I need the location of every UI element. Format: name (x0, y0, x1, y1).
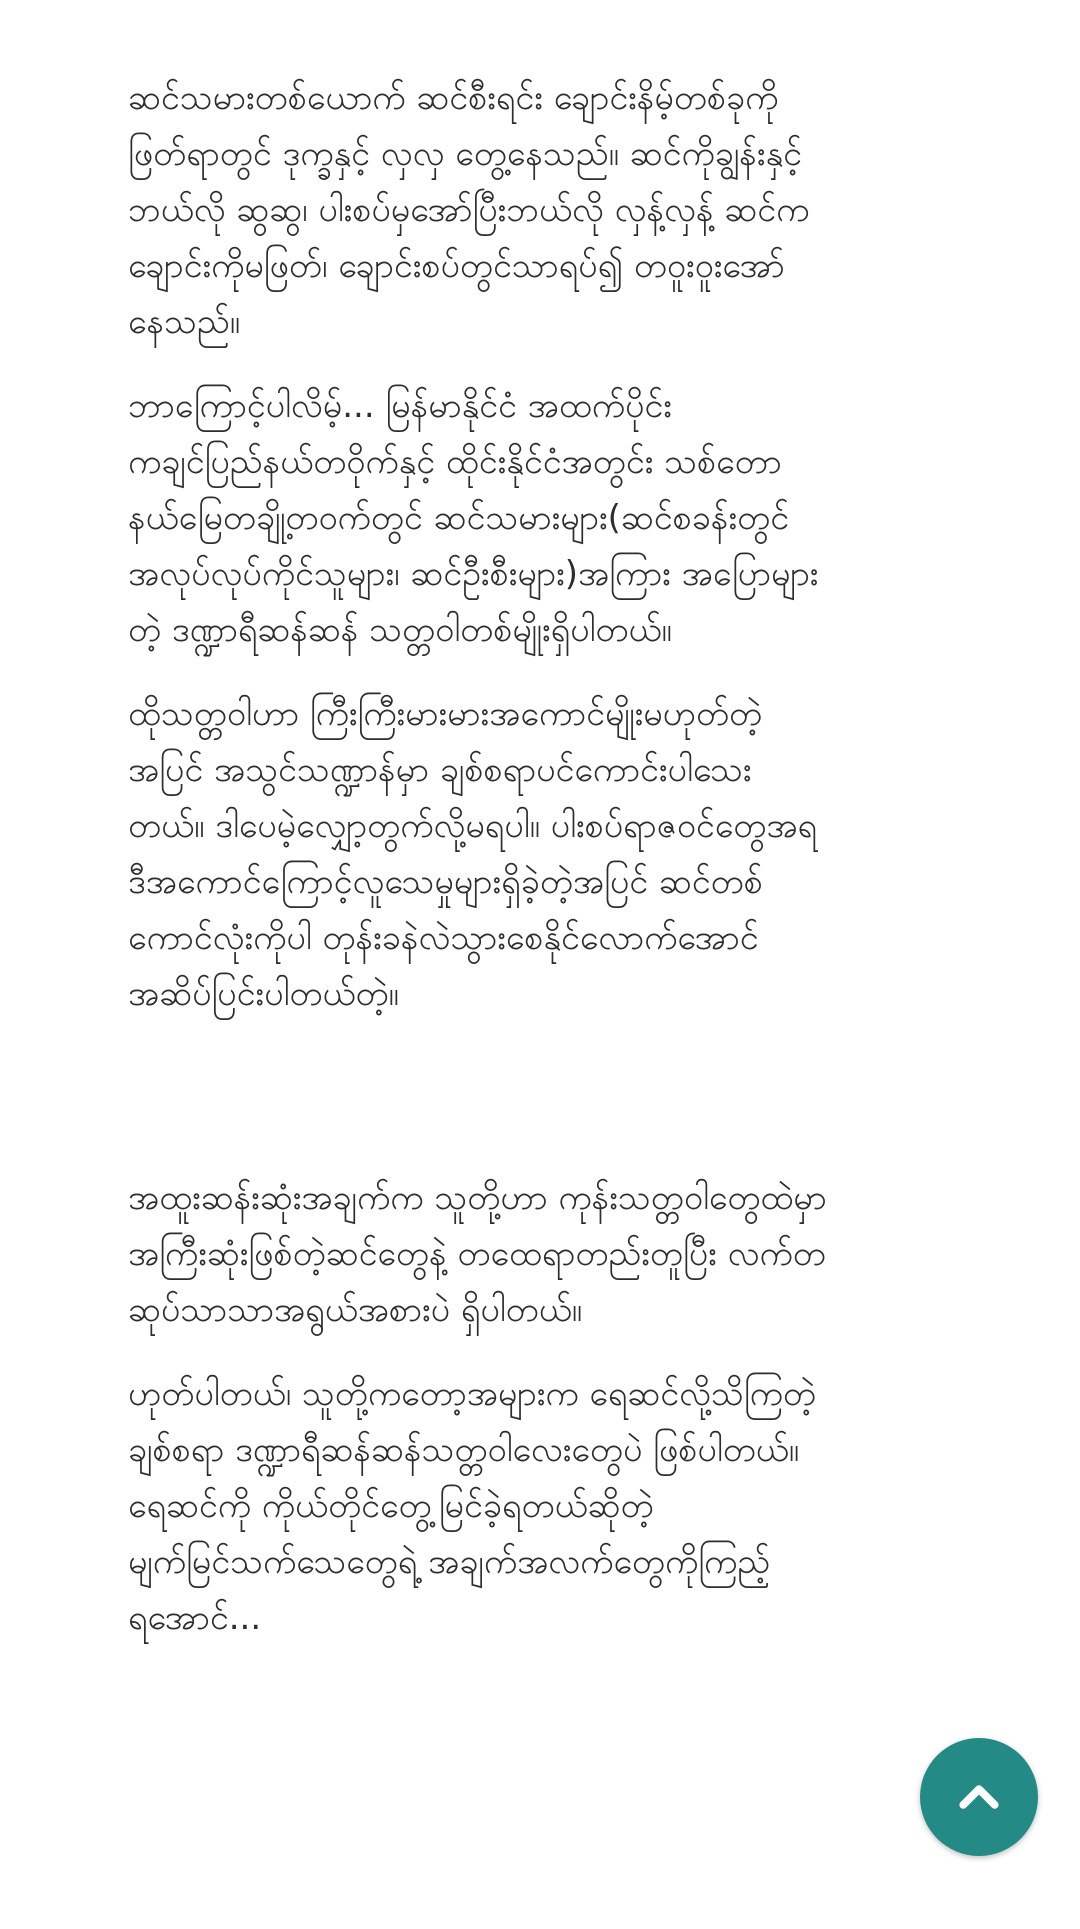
article-body (128, 70, 998, 1674)
chevron-up-icon (952, 1770, 1006, 1824)
text-line: ဖြတ်ရာတွင် ဒုက္ခနှင့် လှလှ တွေ့နေသည်။ ဆင်ကိုချွန်းနှင့် (128, 134, 802, 174)
text-line: နေသည်။ (128, 302, 241, 342)
paragraph-5 (128, 1366, 998, 1646)
text-line: ရေဆင်ကို ကိုယ်တိုင်တွေ့မြင်ခဲ့ရတယ်ဆိုတဲ့ (128, 1486, 654, 1526)
text-line: ချစ်စရာ ဒဏ္ဍာရီဆန်ဆန်သတ္တဝါလေးတွေပဲ ဖြစ်ပါတယ်။ (128, 1430, 800, 1470)
text-line: ဒီအကောင်ကြောင့်လူသေမှုများရှိခဲ့တဲ့အပြင် ဆင်တစ် (128, 862, 763, 902)
text-line: အပြင် အသွင်သဏ္ဍာန်မှာ ချစ်စရာပင်ကောင်းပါသေး (128, 750, 752, 790)
paragraph-2 (128, 378, 998, 658)
text-line: ဘာကြောင့်ပါလိမ့်... မြန်မာနိုင်ငံ အထက်ပိုင်း (128, 386, 672, 426)
text-line: ရအောင်... (128, 1598, 262, 1638)
paragraph-3 (128, 686, 998, 1022)
text-line: တယ်။ ဒါပေမဲ့လျှော့တွက်လို့မရပါ။ ပါးစပ်ရာဇဝင်တွေအရ (128, 806, 818, 846)
text-line: တဲ့ ဒဏ္ဍာရီဆန်ဆန် သတ္တဝါတစ်မျိုးရှိပါတယ်။ (128, 610, 672, 650)
text-line: အလုပ်လုပ်ကိုင်သူများ၊ ဆင်ဦးစီးများ)အကြား အပြောများ (128, 554, 819, 594)
text-line: အကြီးဆုံးဖြစ်တဲ့ဆင်တွေနဲ့ တထေရာတည်းတူပြီး လက်တ (128, 1234, 826, 1274)
text-line: ဆုပ်သာသာအရွယ်အစားပဲ ရှိပါတယ်။ (128, 1290, 583, 1330)
text-line: ဟုတ်ပါတယ်၊ သူတို့ကတော့အများက ရေဆင်လို့သိကြတဲ့ (128, 1374, 816, 1414)
text-line: ထိုသတ္တဝါဟာ ကြီးကြီးမားမားအကောင်မျိုးမဟုတ်တဲ့ (128, 694, 763, 734)
text-line: မျက်မြင်သက်သေတွေရဲ့ အချက်အလက်တွေကိုကြည့် (128, 1542, 771, 1582)
paragraph-4 (128, 1170, 998, 1338)
paragraph-1 (128, 70, 998, 350)
text-line: အဆိပ်ပြင်းပါတယ်တဲ့။ (128, 974, 399, 1014)
scroll-to-top-button[interactable] (920, 1738, 1038, 1856)
text-line: ကောင်လုံးကိုပါ တုန်းခနဲလဲသွားစေနိုင်လောက်အောင် (128, 918, 759, 958)
text-line: အထူးဆန်းဆုံးအချက်က သူတို့ဟာ ကုန်းသတ္တဝါတွေထဲမှာ (128, 1178, 827, 1218)
text-line: ဆင်သမားတစ်ယောက် ဆင်စီးရင်း ချောင်းနိမ့်တစ်ခုကို (128, 78, 779, 118)
text-line: ချောင်းကိုမဖြတ်၊ ချောင်းစပ်တွင်သာရပ်၍ တဝူးဝူးအော် (128, 246, 785, 286)
text-line: ဘယ်လို ဆွဆွ၊ ပါးစပ်မှအော်ပြီးဘယ်လို လှန့်လှန့် ဆင်က (128, 190, 810, 230)
text-line: နယ်မြေတချို့တဝက်တွင် ဆင်သမားများ(ဆင်စခန်းတွင် (128, 498, 790, 538)
text-line: ကချင်ပြည်နယ်တဝိုက်နှင့် ထိုင်းနိုင်ငံအတွင်း သစ်တော (128, 442, 782, 482)
